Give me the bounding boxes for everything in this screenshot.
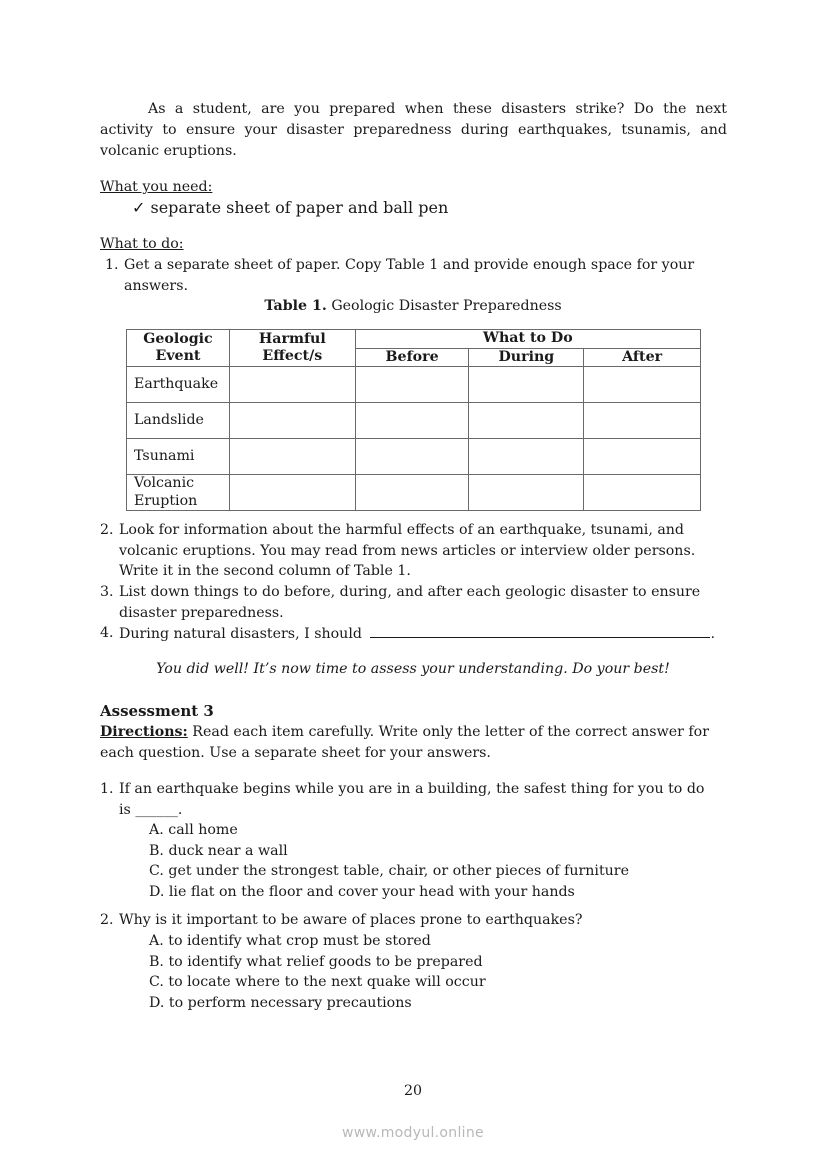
step-2-line-3: Write it in the second column of Table 1. [119,563,411,579]
step-4-text: During natural disasters, I should [119,626,362,642]
header-harmful-effects [229,330,355,367]
question-1-choice-b: B. duck near a wall [149,843,288,859]
intro-line-1: As a student, are you prepared when these disasters strike? Do the next [148,101,727,117]
event-name: Landslide [134,411,204,428]
directions-label: Directions: [100,724,188,740]
question-1-choice-a: A. call home [149,822,238,838]
empty-cell [584,367,701,403]
step-2-number: 2. [100,522,114,538]
question-1-line-1: If an earthquake begins while you are in a building, the safest thing for you to do [119,781,705,797]
header-during: During [469,348,584,367]
what-you-need-heading: What you need: [100,179,213,195]
need-list-item [132,197,448,219]
event-cell [127,475,230,511]
assessment-title: Assessment 3 [100,702,214,720]
empty-cell [355,367,469,403]
need-item-text: separate sheet of paper and ball pen [150,198,449,217]
table-caption-text: Geologic Disaster Preparedness [331,298,562,314]
step-2-line-2: volcanic eruptions. You may read from news articles or interview older persons. [119,543,696,559]
step-2-line-1: Look for information about the harmful effects of an earthquake, tsunami, and [119,522,685,538]
table-row [127,367,701,403]
step-4-number: 4. [100,625,114,641]
event-cell [127,439,230,475]
geologic-disaster-table [126,329,701,511]
event-name: Tsunami [134,447,195,464]
empty-cell [469,403,584,439]
question-2-choice-b: B. to identify what relief goods to be prepared [149,954,483,970]
table-caption [0,296,826,317]
header-after: After [584,348,701,367]
table-row [127,403,701,439]
event-name: Eruption [134,492,198,509]
header-what-to-do: What to Do [355,330,700,349]
question-2-choice-c: C. to locate where to the next quake will occur [149,974,486,990]
table-caption-label: Table 1. [264,298,327,314]
directions-line-1 [100,722,709,743]
empty-cell [469,367,584,403]
question-2-choice-a: A. to identify what crop must be stored [149,933,431,949]
header-geologic-event [127,330,230,367]
question-1-choice-c: C. get under the strongest table, chair, or other pieces of furniture [149,863,629,879]
table-row [127,439,701,475]
step-1-line-1: Get a separate sheet of paper. Copy Table 1 and provide enough space for your [124,257,695,273]
question-2-choice-d: D. to perform necessary precautions [149,995,412,1011]
step-1-number: 1. [105,257,119,273]
event-cell [127,367,230,403]
intro-line-2: activity to ensure your disaster preparedness during earthquakes, tsunamis, and [100,122,727,138]
empty-cell [469,475,584,511]
step-3-number: 3. [100,584,114,600]
header-text: Event [155,348,201,364]
question-2-number: 2. [100,912,114,928]
header-text: Harmful [258,330,326,347]
page-number: 20 [403,1083,423,1099]
step-3-line-2: disaster preparedness. [119,605,284,621]
empty-cell [229,475,355,511]
question-1-line-2: is ______. [119,802,183,818]
event-cell [127,403,230,439]
step-4-line-1 [119,623,715,645]
directions-line-2: each question. Use a separate sheet for your answers. [100,745,491,761]
checkmark-icon: ✓ [132,198,146,217]
empty-cell [229,439,355,475]
step-1-line-2: answers. [124,278,188,294]
header-text: Geologic [143,330,213,347]
step-3-line-1: List down things to do before, during, and after each geologic disaster to ensure [119,584,701,600]
empty-cell [469,439,584,475]
directions-text: Read each item carefully. Write only the letter of the correct answer for [187,724,709,740]
step-4-end: . [710,626,715,642]
header-text: Effect/s [262,348,323,364]
empty-cell [229,403,355,439]
question-1-choice-d: D. lie flat on the floor and cover your head with your hands [149,884,575,900]
watermark: www.modyul.online [342,1125,484,1141]
empty-cell [355,403,469,439]
table-row [127,475,701,511]
empty-cell [355,475,469,511]
question-1-number: 1. [100,781,114,797]
empty-cell [584,403,701,439]
intro-line-3: volcanic eruptions. [100,143,237,159]
encouragement-text: You did well! It’s now time to assess your understanding. Do your best! [156,661,670,677]
answer-blank-line [370,623,710,638]
what-to-do-heading: What to do: [100,236,184,252]
event-name: Volcanic [134,475,195,491]
empty-cell [229,367,355,403]
event-name: Earthquake [134,375,219,392]
empty-cell [584,475,701,511]
question-2-line-1: Why is it important to be aware of places prone to earthquakes? [119,912,583,928]
empty-cell [355,439,469,475]
empty-cell [584,439,701,475]
header-before: Before [355,348,469,367]
